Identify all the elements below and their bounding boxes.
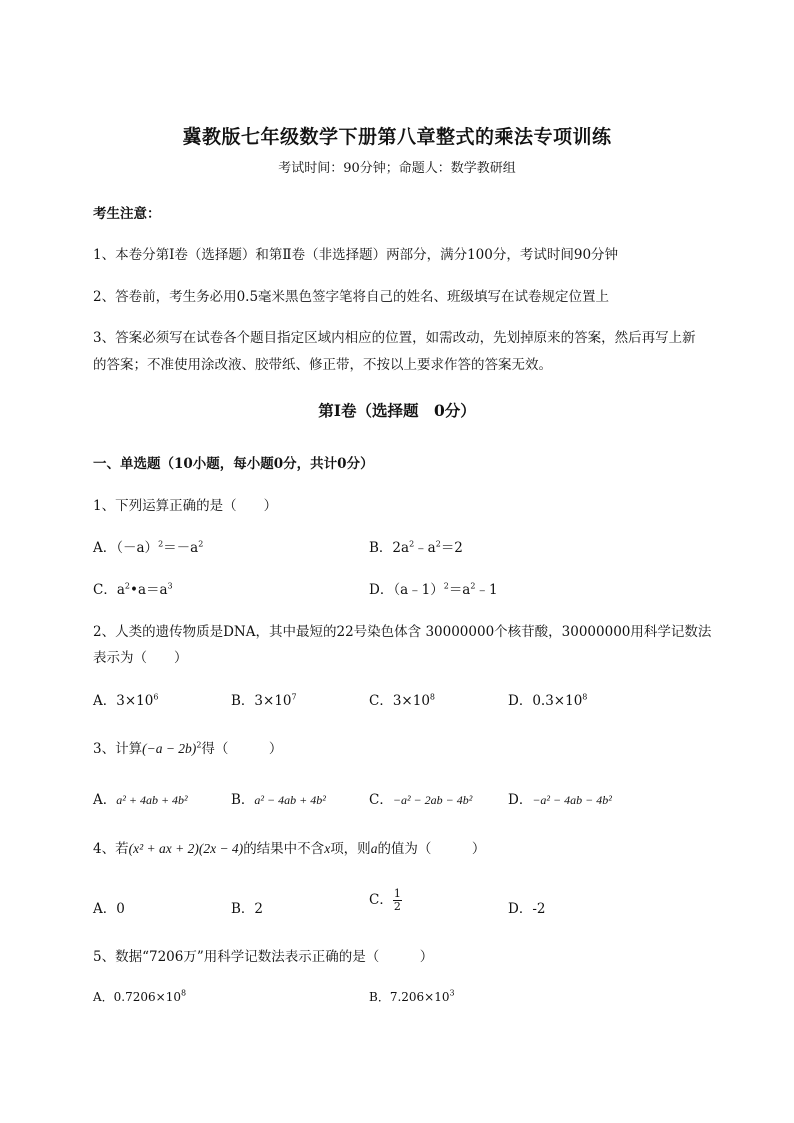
- q3-option-b[interactable]: [231, 788, 326, 808]
- q3-a-label: A．: [93, 792, 117, 808]
- q2-d-text: D．0.3×10: [508, 693, 583, 709]
- q3-option-a[interactable]: [93, 788, 188, 808]
- q1-c-text-2: •a＝a: [129, 582, 168, 598]
- q4-option-a[interactable]: A．0: [93, 901, 125, 917]
- q1-stem: 1、下列运算正确的是（ ）: [93, 498, 278, 514]
- q2-option-d[interactable]: [508, 689, 587, 709]
- part-heading: 一、单选题（10小题，每小题0分，共计0分）: [93, 456, 374, 472]
- q4-c-denominator: 2: [393, 900, 401, 913]
- notice-heading: 考生注意：: [93, 206, 161, 222]
- q2-stem-line-2: 表示为（ ）: [93, 650, 188, 666]
- q4-stem-pre: 4、若: [93, 841, 129, 857]
- q2-d-exp: 8: [582, 692, 588, 702]
- exam-title: 冀教版七年级数学下册第八章整式的乘法专项训练: [182, 126, 612, 148]
- q1-d-text-2: ＝a: [448, 582, 471, 598]
- q5-stem: 5、数据“7206万”用科学记数法表示正确的是（ ）: [93, 949, 434, 965]
- q4-expression: (x² + ax + 2)(2x − 4): [128, 841, 244, 856]
- q4-option-c[interactable]: [369, 888, 402, 913]
- q3-option-c[interactable]: [369, 788, 472, 808]
- q1-a-exp-1: 2: [158, 539, 164, 549]
- q3-expression: (−a − 2b): [142, 741, 197, 756]
- q4-option-d[interactable]: D．-2: [508, 901, 546, 917]
- notice-item-1: 1、本卷分第I卷（选择题）和第Ⅱ卷（非选择题）两部分，满分100分，考试时间90分钟: [93, 247, 619, 263]
- q1-c-text-1: C．a: [93, 582, 125, 598]
- q1-c-exp-2: 3: [167, 581, 173, 591]
- q1-d-exp-2: 2: [470, 581, 476, 591]
- q3-c-math: −a² − 2ab − 4b²: [392, 793, 473, 807]
- exam-subtitle: 考试时间：90分钟；命题人：数学教研组: [278, 161, 516, 176]
- q4-c-fraction: [393, 888, 402, 913]
- q4-stem-mid-2: 项，则: [330, 841, 371, 857]
- q3-stem-post: 得（ ）: [201, 741, 283, 757]
- q1-b-text-1: B．2a: [369, 540, 410, 556]
- q1-a-text-2: ＝－a: [163, 540, 199, 556]
- q3-option-d[interactable]: [508, 788, 612, 808]
- q1-option-c[interactable]: [93, 578, 173, 598]
- q4-stem-mid: 的结果中不含: [243, 841, 325, 857]
- notice-item-3-line-1: 3、答案必须写在试卷各个题目指定区域内相应的位置，如需改动，先划掉原来的答案，然后再写上新: [93, 330, 696, 346]
- q2-b-exp: 7: [291, 692, 297, 702]
- q1-option-b[interactable]: [369, 536, 463, 556]
- q2-b-text: B．3×10: [231, 693, 292, 709]
- q4-var-x: x: [324, 841, 331, 856]
- q4-c-label: C．: [369, 892, 393, 908]
- q4-c-numerator: 1: [393, 887, 401, 900]
- q1-b-text-3: ＝2: [440, 540, 463, 556]
- q2-option-a[interactable]: [93, 689, 158, 709]
- q3-b-math: a² − 4ab + 4b²: [254, 793, 326, 807]
- q1-a-text-1: A．（－a）: [93, 540, 159, 556]
- q1-a-exp-2: 2: [198, 539, 204, 549]
- section-title: 第I卷（选择题 0分）: [318, 401, 476, 420]
- q1-b-exp-1: 2: [409, 539, 415, 549]
- q3-expression-exp: 2: [196, 740, 202, 750]
- q3-b-label: B．: [231, 792, 255, 808]
- q1-b-exp-2: 2: [435, 539, 441, 549]
- q1-d-text-3: ﹣1: [475, 582, 498, 598]
- q5-option-a[interactable]: [93, 988, 186, 1005]
- q3-stem-pre: 3、计算: [93, 741, 143, 757]
- notice-item-2: 2、答卷前，考生务必用0.5毫米黑色签字笔将自己的姓名、班级填写在试卷规定位置上: [93, 289, 610, 305]
- q5-option-b[interactable]: [369, 988, 455, 1005]
- q2-a-exp: 6: [153, 692, 159, 702]
- q1-d-text-1: D．（a﹣1）: [369, 582, 444, 598]
- q5-b-exp: 3: [449, 988, 455, 998]
- q1-d-exp-1: 2: [443, 581, 449, 591]
- q3-stem: [93, 737, 282, 757]
- q2-option-c[interactable]: [369, 689, 435, 709]
- q2-a-text: A．3×10: [93, 693, 154, 709]
- q5-a-exp: 8: [180, 988, 187, 998]
- q4-stem: [93, 837, 485, 857]
- q4-option-b[interactable]: B．2: [231, 901, 264, 917]
- q2-stem-line-1: 2、人类的遗传物质是DNA，其中最短的22号染色体含 30000000个核苷酸，30000000用科学记数法: [93, 624, 712, 640]
- q5-b-text: B．7.206×10: [369, 990, 450, 1004]
- q3-a-math: a² + 4ab + 4b²: [116, 793, 188, 807]
- q1-b-text-2: ﹣a: [414, 540, 436, 556]
- notice-item-3-line-2: 的答案；不准使用涂改液、胶带纸、修正带，不按以上要求作答的答案无效。: [93, 357, 552, 373]
- q3-d-math: −a² − 4ab − 4b²: [532, 793, 612, 807]
- q2-c-exp: 8: [429, 692, 436, 702]
- q2-option-b[interactable]: [231, 689, 297, 709]
- q1-option-a[interactable]: [93, 536, 203, 556]
- q1-option-d[interactable]: [369, 578, 498, 598]
- q4-var-a: a: [370, 841, 378, 856]
- q1-c-exp-1: 2: [124, 581, 130, 591]
- q4-stem-post: 的值为（ ）: [377, 841, 486, 857]
- q2-c-text: C．3×10: [369, 693, 430, 709]
- q3-c-label: C．: [369, 792, 393, 808]
- q3-d-label: D．: [508, 792, 533, 808]
- q5-a-text: A．0.7206×10: [93, 990, 181, 1004]
